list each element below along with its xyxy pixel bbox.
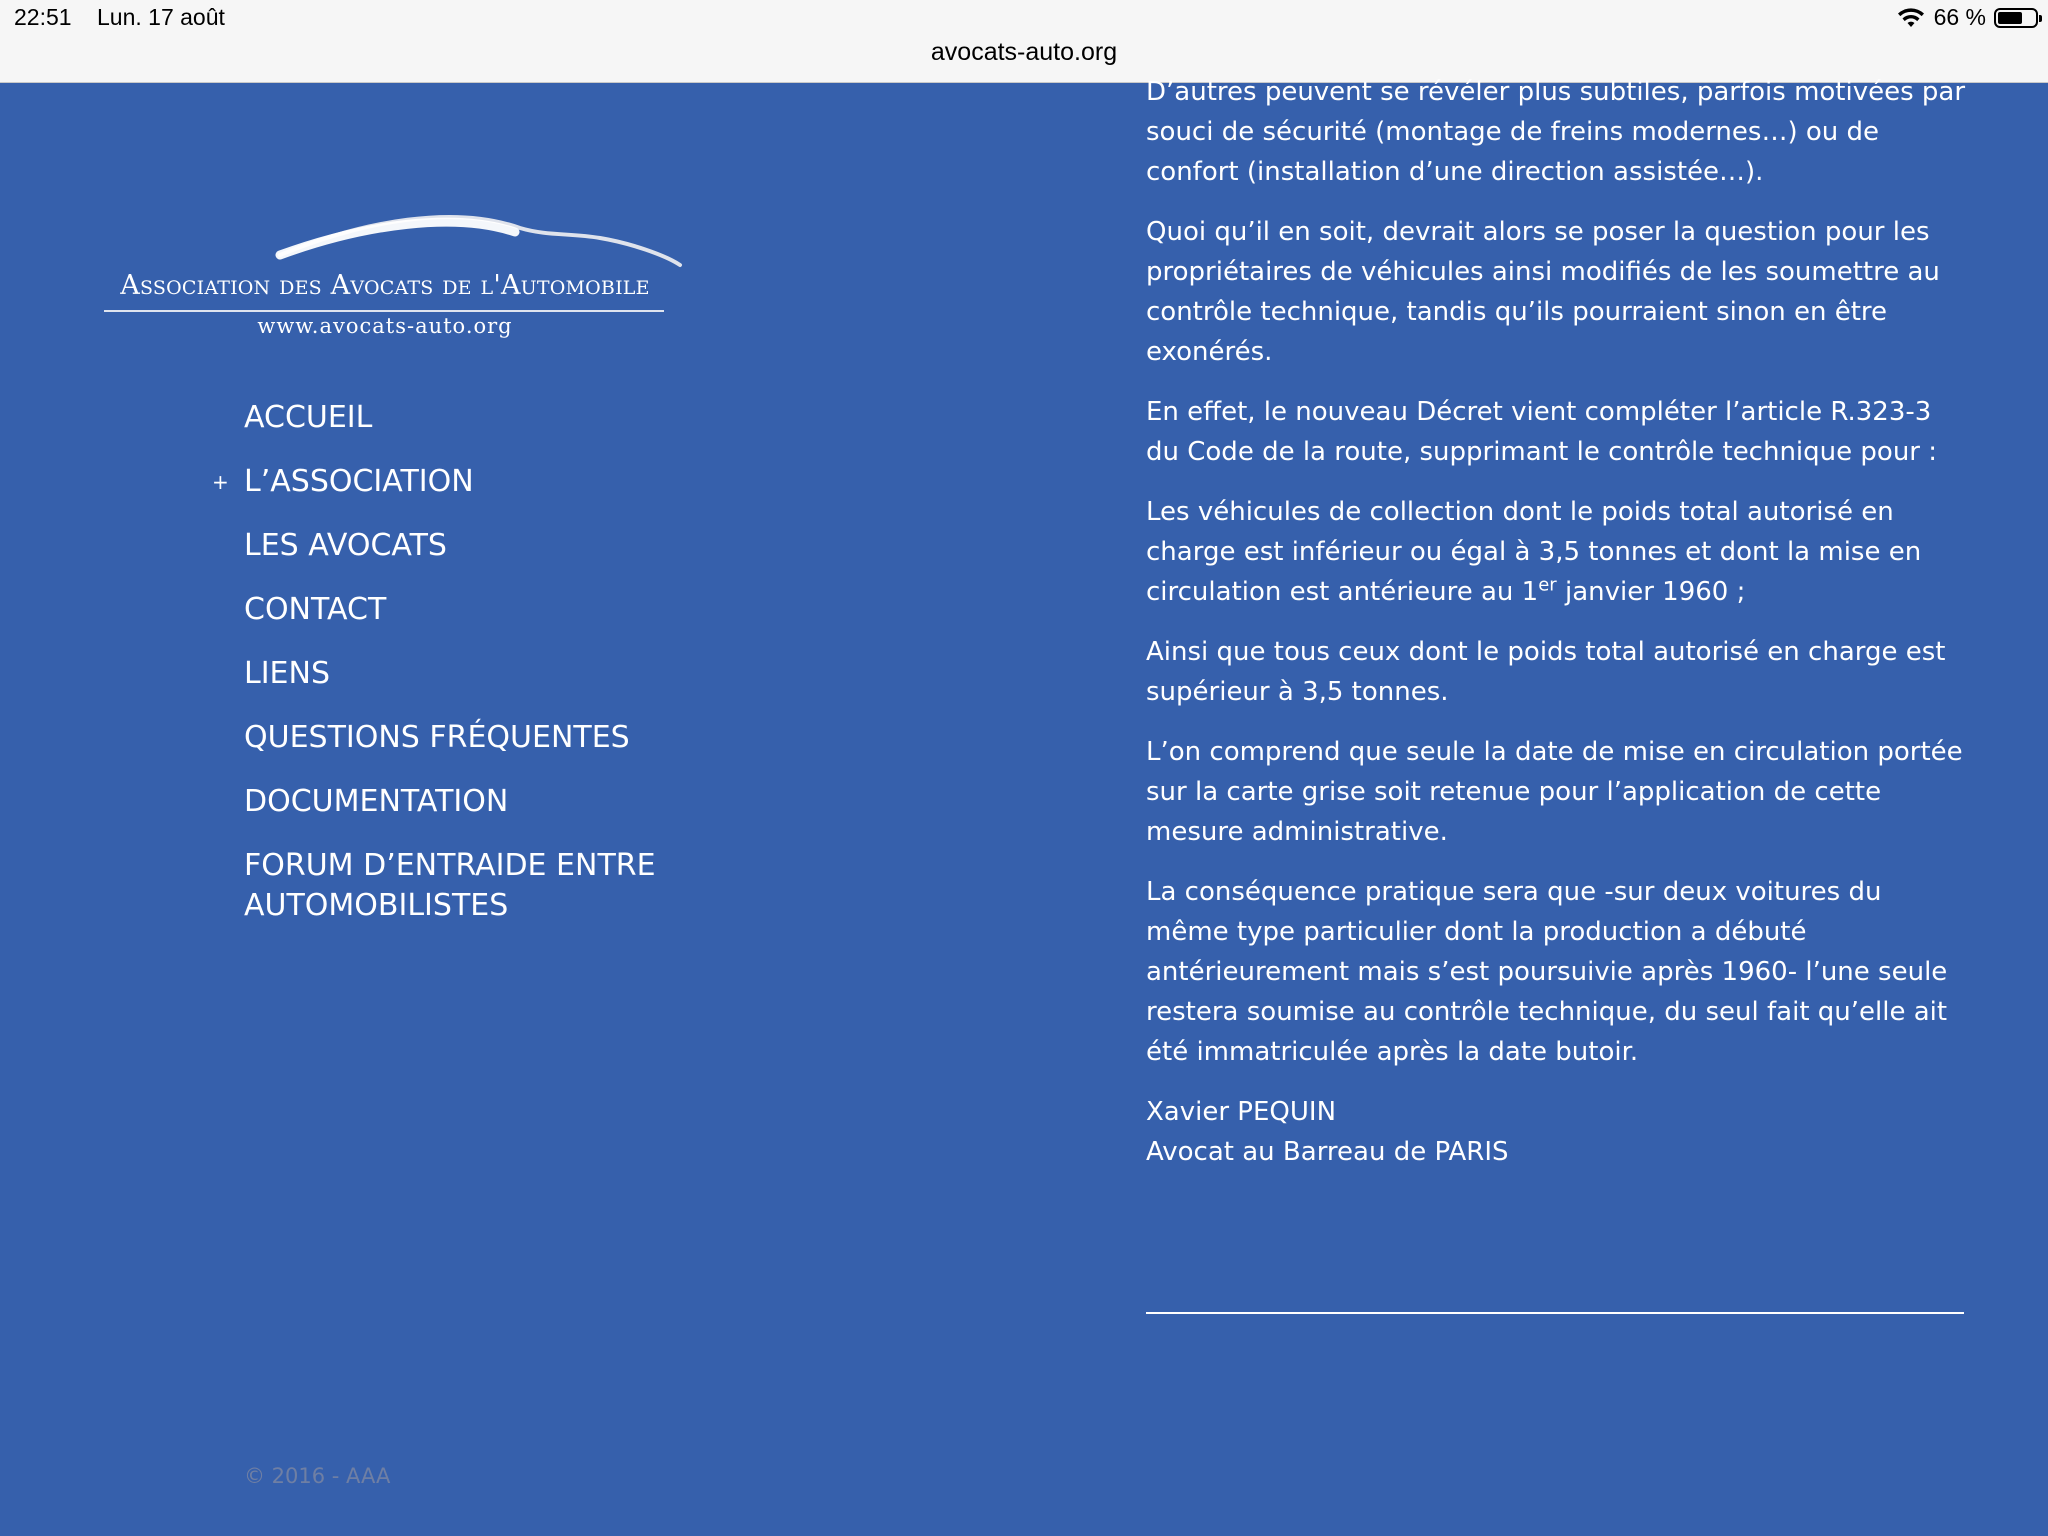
- nav-item-forum[interactable]: FORUM D’ENTRAIDE ENTRE AUTOMOBILISTES: [244, 848, 656, 923]
- status-date: Lun. 17 août: [97, 4, 225, 30]
- battery-level: [1998, 12, 2022, 24]
- nav-item-accueil[interactable]: ACCUEIL: [244, 400, 373, 435]
- article-text: janvier 1960 ;: [1556, 577, 1746, 607]
- article-paragraph: [1146, 492, 1966, 612]
- logo-divider: [104, 310, 664, 312]
- nav-item-association[interactable]: [212, 462, 764, 502]
- status-indicators: [1896, 4, 2038, 31]
- nav-item-documentation[interactable]: DOCUMENTATION: [244, 784, 509, 819]
- article-paragraph: La conséquence pratique sera que -sur deux voitures du même type particulier dont la production a débuté antérieurement mais s’est poursuivie après 1960- l’une seule restera soumise au contrôle technique, du seul fait qu’elle ait été immatriculée après la date butoir.: [1146, 877, 1948, 1067]
- status-bar: [0, 0, 2048, 83]
- author-name: Xavier PEQUIN: [1146, 1097, 1337, 1127]
- wifi-icon: [1896, 6, 1926, 30]
- expand-plus-icon[interactable]: +: [212, 470, 229, 494]
- battery-nub: [2039, 15, 2042, 22]
- article-body: [1146, 72, 1966, 1172]
- article-paragraph: Ainsi que tous ceux dont le poids total autorisé en charge est supérieur à 3,5 tonnes.: [1146, 637, 1946, 707]
- article-paragraph: D’autres peuvent se révéler plus subtiles, parfois motivées par souci de sécurité (montage de freins modernes…) ou de confort (installation d’une direction assistée…).: [1146, 77, 1966, 187]
- logo-url: www.avocats-auto.org: [257, 314, 513, 338]
- main-navigation: [212, 398, 764, 950]
- superscript: er: [1538, 574, 1557, 596]
- horizontal-divider: [1146, 1312, 1964, 1314]
- article-text: Les véhicules de collection dont le poids total autorisé en charge est inférieur ou égal à 3,5 tonnes et dont la mise en circulation est antérieure au 1: [1146, 497, 1922, 607]
- footer-copyright: © 2016 - AAA: [244, 1464, 391, 1488]
- url-bar[interactable]: avocats-auto.org: [930, 38, 1118, 66]
- article-paragraph: L’on comprend que seule la date de mise en circulation portée sur la carte grise soit retenue pour l’application de cette mesure administrative.: [1146, 737, 1963, 847]
- logo-title: Association des Avocats de l'Automobile: [120, 270, 650, 301]
- article-paragraph: Quoi qu’il en soit, devrait alors se poser la question pour les propriétaires de véhicules ainsi modifiés de les soumettre au contrôle technique, tandis qu’ils pourraient sinon en être exonérés.: [1146, 217, 1940, 367]
- battery-percentage: 66 %: [1933, 4, 1986, 30]
- nav-item-avocats[interactable]: LES AVOCATS: [244, 528, 447, 563]
- nav-item-questions-frequentes[interactable]: QUESTIONS FRÉQUENTES: [244, 720, 630, 755]
- status-time: 22:51: [14, 4, 72, 30]
- nav-item-contact[interactable]: CONTACT: [244, 592, 387, 627]
- site-logo[interactable]: [100, 200, 670, 350]
- car-swoosh-logo: [175, 200, 695, 270]
- author-title: Avocat au Barreau de PARIS: [1146, 1137, 1509, 1167]
- article-paragraph: En effet, le nouveau Décret vient compléter l’article R.323-3 du Code de la route, supprimant le contrôle technique pour :: [1146, 397, 1938, 467]
- battery-icon: [1994, 8, 2038, 28]
- nav-item-liens[interactable]: LIENS: [244, 656, 331, 691]
- nav-item-association-label: L’ASSOCIATION: [244, 464, 474, 499]
